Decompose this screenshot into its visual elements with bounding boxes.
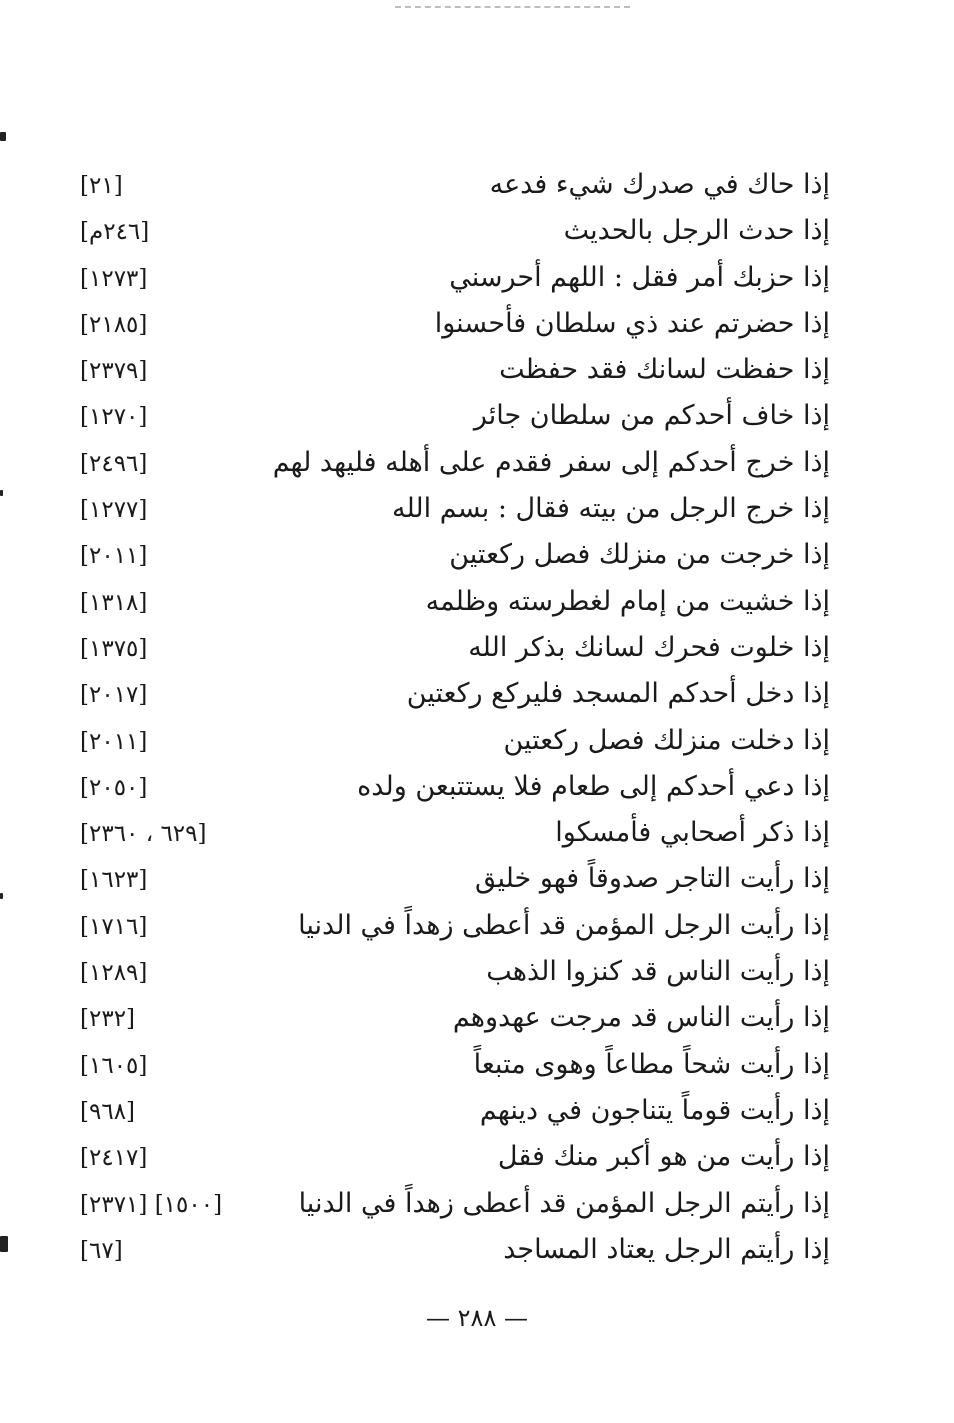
index-entry [60,1181,830,1227]
entry-text: إذا خشيت من إمام لغطرسته وظلمه [425,585,830,617]
entry-text: إذا حاك في صدرك شيء فدعه [489,169,830,200]
entry-reference: [١٢٧٣] [80,265,148,292]
entry-reference: [١٢٨٩] [80,960,148,987]
index-entry [60,903,830,949]
entry-text: إذا رأيت قوماً يتناجون في دينهم [479,1094,830,1126]
entry-text: إذا حدث الرجل بالحديث [563,215,830,247]
entry-text: إذا حزبك أمر فقل : اللهم أحرسني [449,261,830,293]
entry-reference: [٢٤٦م] [80,219,150,246]
entry-reference: [١٥٠٠] [٢٣٧١] [80,1191,223,1218]
index-entry [60,718,830,764]
entry-text: إذا دخلت منزلك فصل ركعتين [503,724,830,756]
entry-text: إذا رأيت التاجر صدوقاً فهو خليق [474,863,830,895]
index-entry [60,162,830,208]
entry-reference: [٢١] [80,173,123,199]
entry-reference: [٩٦٨] [80,1098,136,1125]
margin-mark [0,132,6,141]
margin-mark [0,490,3,496]
entry-reference: [٢١٨٥] [80,311,148,338]
entry-text: إذا رأيتم الرجل يعتاد المساجد [503,1233,830,1265]
entry-text: إذا خرجت من منزلك فصل ركعتين [449,539,830,571]
entry-text: إذا حفظت لسانك فقد حفظت [499,354,830,386]
entry-reference: [١٢٧٧] [80,497,148,524]
index-entry [60,301,830,347]
index-entry [60,255,830,301]
entry-reference: [٦٢٩ ، ٢٣٦٠] [80,821,207,848]
margin-mark [0,1236,8,1252]
entry-reference: [١٦٠٥] [80,1052,148,1079]
entry-reference: [١٣٧٥] [80,635,148,662]
entry-reference: [٢٠١٧] [80,682,148,709]
entry-text: إذا دخل أحدكم المسجد فليركع ركعتين [406,678,830,710]
entry-text: إذا ذكر أصحابي فأمسكوا [555,817,830,849]
entry-reference: [٢٤١٧] [80,1145,148,1172]
index-entry [60,949,830,995]
index-entry [60,1134,830,1180]
entry-reference: [١٦٢٣] [80,867,148,894]
entry-text: إذا دعي أحدكم إلى طعام فلا يستتبعن ولده [357,770,830,802]
page-number: — ٢٨٨ — [426,1304,528,1332]
index-entry [60,810,830,856]
index-entry [60,625,830,671]
entry-text: إذا حضرتم عند ذي سلطان فأحسنوا [434,307,830,339]
entry-text: إذا خرج أحدكم إلى سفر فقدم على أهله فليهد لهم [272,446,830,478]
entry-text: إذا رأيت شحاً مطاعاً وهوى متبعاً [473,1048,830,1080]
index-entries-list [60,162,830,1273]
index-entry [60,532,830,578]
entry-text: إذا خلوت فحرك لسانك بذكر الله [468,631,830,663]
index-entry [60,486,830,532]
entry-reference: [٢٣٢] [80,1006,136,1033]
index-entry [60,764,830,810]
index-entry [60,671,830,717]
entry-text: إذا رأيت من هو أكبر منك فقل [497,1141,830,1173]
index-entry [60,1227,830,1273]
index-entry [60,579,830,625]
entry-text: إذا رأيت الناس قد كنزوا الذهب [486,956,830,988]
entry-reference: [٢٠٥٠] [80,774,148,801]
entry-text: إذا خاف أحدكم من سلطان جائر [473,400,830,432]
entry-reference: [٢٠١١] [80,728,148,755]
entry-reference: [٦٧] [80,1237,123,1264]
index-entry [60,393,830,439]
index-entry [60,995,830,1041]
entry-reference: [١٣١٨] [80,589,148,616]
entry-reference: [١٧١٦] [80,913,148,940]
entry-text: إذا رأيت الرجل المؤمن قد أعطى زهداً في الدنيا [298,909,830,941]
entry-reference: [٢٠١١] [80,543,148,570]
entry-reference: [١٢٧٠] [80,404,148,431]
margin-mark [0,893,3,899]
entry-text: إذا خرج الرجل من بيته فقال : بسم الله [392,493,830,525]
index-entry [60,208,830,254]
index-entry [60,1088,830,1134]
top-scan-rule [395,6,630,8]
index-entry [60,347,830,393]
index-entry [60,1042,830,1088]
entry-reference: [٢٣٧٩] [80,358,148,385]
entry-text: إذا رأيت الناس قد مرجت عهدوهم [452,1002,830,1034]
entry-reference: [٢٤٩٦] [80,450,148,477]
index-entry [60,440,830,486]
index-entry [60,856,830,902]
entry-text: إذا رأيتم الرجل المؤمن قد أعطى زهداً في الدنيا [298,1187,830,1219]
